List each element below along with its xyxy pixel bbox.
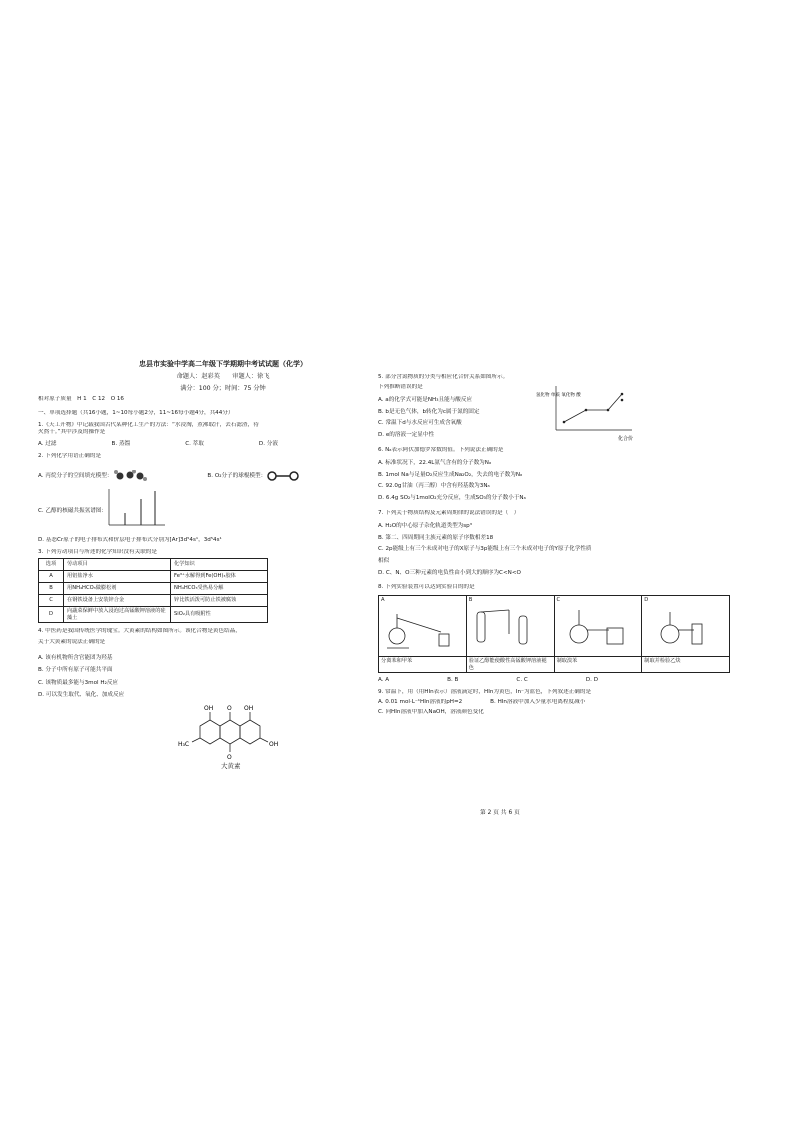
q8-cell-b bbox=[466, 596, 554, 657]
q8-caption-row bbox=[379, 657, 730, 673]
q5-option-a: A. a的化学式可能是NH₃且能与酸反应 bbox=[378, 396, 473, 403]
nitrogen-valence-chart bbox=[536, 382, 646, 444]
q8-caption-b: 验证乙醇能使酸性高锰酸钾溶液褪色 bbox=[466, 657, 554, 673]
q6-options bbox=[378, 458, 760, 505]
q6-option-a: A. 标准状况下，22.4L氨气含有的分子数为Nₐ bbox=[378, 459, 492, 466]
q6-option-b: B. 1mol Na与足量O₂反应生成Na₂O₂，失去的电子数为Nₐ bbox=[378, 471, 523, 478]
q4-stem-line1: 4. 中医药是我国传统医学的瑰宝。大黄素的结构如图所示。该化合物是黄色结晶， bbox=[38, 628, 241, 635]
q3-header-row bbox=[39, 559, 268, 571]
q3-stem: 3. 下列劳动项目与所述的化学知识没有关联的是 bbox=[38, 549, 157, 556]
propane-model-icon bbox=[112, 470, 152, 482]
o2-ballstick-icon bbox=[266, 471, 300, 481]
q3-cell: C bbox=[39, 595, 64, 607]
q8-option-c: C. C bbox=[516, 677, 528, 684]
question-8 bbox=[378, 584, 760, 684]
q3-cell: SiO₂具有吸附性 bbox=[171, 607, 268, 623]
q5-stem-line2: 下列推断错误的是 bbox=[378, 383, 423, 390]
q4-option-c: C. 该物质最多能与3mol H₂反应 bbox=[38, 679, 119, 686]
left-column bbox=[38, 360, 368, 770]
q2-row-c bbox=[38, 487, 368, 531]
q3-cell: D bbox=[39, 607, 64, 623]
q8-label-a: A bbox=[381, 597, 385, 604]
table-row bbox=[39, 607, 268, 623]
q5-stem-line1: 5. 部分含氮物质的分类与相应化合价关系如图所示。 bbox=[378, 374, 509, 380]
acetylene-apparatus-icon bbox=[644, 604, 724, 652]
q8-option-a: A. A bbox=[378, 677, 390, 684]
q8-caption-a: 分离苯和甲苯 bbox=[379, 657, 467, 673]
q3-cell: 用NH₄HCO₃做膨松剂 bbox=[64, 583, 171, 595]
q7-option-d: D. C、N、O三种元素的电负性由小到大的顺序为C<N<O bbox=[378, 569, 521, 576]
q1-options bbox=[38, 441, 278, 448]
q8-option-b: B. B bbox=[447, 677, 459, 684]
q8-caption-d: 制取并检验乙炔 bbox=[642, 657, 730, 673]
q3-cell: 锌比铁活泼可防止铁被腐蚀 bbox=[171, 595, 268, 607]
page-footer: 第 2 页 共 6 页 bbox=[480, 810, 520, 816]
distillation-apparatus-icon bbox=[381, 604, 461, 652]
q1-stem-line2: 火熬干。”其中涉及的操作是 bbox=[38, 429, 106, 436]
q8-options bbox=[378, 677, 598, 684]
table-row bbox=[39, 595, 268, 607]
q2-option-c: C. 乙醇的核磁共振氢谱图： bbox=[38, 508, 107, 515]
emodin-label: 大黄素 bbox=[221, 762, 241, 770]
q1-option-b: B. 蒸馏 bbox=[111, 441, 131, 448]
emodin-oh-2: OH bbox=[244, 705, 254, 712]
q5-option-b: B. b是无色气体，b转化为c属于氮的固定 bbox=[378, 408, 480, 415]
q8-stem: 8. 下列实验装置可以达到实验目的的是 bbox=[378, 584, 475, 591]
emodin-oh-1: OH bbox=[204, 705, 214, 712]
test-tube-apparatus-icon bbox=[469, 604, 549, 652]
q6-option-d: D. 6.4g SO₂与1molO₂充分反应，生成SO₃的分子数小于Nₐ bbox=[378, 495, 526, 502]
q4-option-d: D. 可以发生取代、氧化、加成反应 bbox=[38, 691, 125, 698]
q2-stem: 2. 下列化学用语正确的是 bbox=[38, 453, 102, 460]
q4-option-a: A. 该有机物所含官能团为羟基 bbox=[38, 655, 113, 662]
q8-label-b: B bbox=[468, 597, 473, 604]
q7-stem: 7. 下列关于物质结构及元素周期律的说法错误的是（ ） bbox=[378, 509, 520, 516]
question-6 bbox=[378, 447, 760, 505]
table-row bbox=[39, 571, 268, 583]
q8-apparatus-table bbox=[378, 595, 730, 673]
q7-option-c: C. 2p能级上有三个未成对电子的X原子与3p能级上有三个未成对电子的Y原子化学性质 bbox=[378, 546, 592, 553]
q6-option-c: C. 92.0g甘油（丙三醇）中含有羟基数为3Nₐ bbox=[378, 483, 490, 490]
q2-option-a: A. 丙烷分子的空间填充模型： bbox=[38, 472, 113, 479]
emodin-o-bottom: O bbox=[227, 754, 232, 761]
q9-option-ab: A. 0.01 mol·L⁻¹HIn溶液的pH=2 B. HIn溶液中加入少量水电离程度减小 bbox=[378, 699, 586, 706]
q8-cell-a bbox=[379, 596, 467, 657]
q5-option-d: D. e的溶液一定显中性 bbox=[378, 432, 435, 439]
q2-option-d: D. 基态Cr原子的电子排布式和价层电子排布式分别为[Ar]3d⁵4s¹，3d⁵4s¹ bbox=[38, 537, 222, 544]
emodin-structure bbox=[178, 696, 288, 766]
q8-cell-d bbox=[642, 596, 730, 657]
right-column bbox=[378, 360, 760, 716]
emodin-ch3: H₃C bbox=[178, 741, 190, 748]
q3-cell: 向蔬菜保鲜中放入浸泡过高锰酸钾溶液的硅藻土 bbox=[64, 607, 171, 623]
q3-cell: B bbox=[39, 583, 64, 595]
q8-cell-c bbox=[554, 596, 642, 657]
question-4 bbox=[38, 628, 368, 701]
atomic-mass: 相对原子质量 H 1 C 12 O 16 bbox=[38, 396, 124, 403]
q3-header-labor: 劳动项目 bbox=[64, 559, 171, 571]
q3-cell: 在钢铁设备上安装锌合金 bbox=[64, 595, 171, 607]
q2-option-b: B. O₂分子的球棍模型： bbox=[207, 472, 267, 479]
question-7 bbox=[378, 510, 760, 580]
q3-cell: 用铝盐净水 bbox=[64, 571, 171, 583]
q7-option-a: A. H₂O的中心原子杂化轨道类型为sp³ bbox=[378, 522, 472, 529]
question-9 bbox=[378, 689, 760, 716]
q4-option-b: B. 分子中所有原子可能共平面 bbox=[38, 667, 113, 674]
table-row bbox=[39, 583, 268, 595]
q7-option-c-cont: 相似 bbox=[378, 558, 390, 565]
q6-stem: 6. Nₐ表示阿伏加德罗常数的值。下列说法正确的是 bbox=[378, 446, 504, 453]
q3-header-chem: 化学知识 bbox=[171, 559, 268, 571]
q7-options bbox=[378, 521, 760, 580]
q8-label-c: C bbox=[556, 597, 561, 604]
bromobenzene-apparatus-icon bbox=[557, 604, 637, 652]
q5-option-c: C. 常温下d与水反应可生成含氧酸 bbox=[378, 420, 462, 427]
exam-authors: 命题人：赵彩英 审题人：徐飞 bbox=[176, 372, 270, 380]
q3-cell: A bbox=[39, 571, 64, 583]
section-heading: 一、单项选择题（共16小题，1~10每小题2分，11~16每小题4分，共44分） bbox=[38, 410, 234, 417]
exam-scoring: 满分：100 分；时间：75 分钟 bbox=[180, 384, 266, 392]
q1-stem-line1: 1.《天工开物》中记载我国古代某种化工生产的方法：“水浸淘，煮沸取汁，去石滤渣，待 bbox=[38, 422, 259, 429]
q1-option-c: C. 萃取 bbox=[185, 441, 204, 448]
q4-options bbox=[38, 652, 368, 701]
q2-row-ab bbox=[38, 469, 368, 483]
emodin-oh-3: OH bbox=[269, 741, 279, 748]
chart-x-label: 化合价 bbox=[618, 436, 634, 442]
q9-stem: 9. 常温下，用（用HIn表示）溶液滴定时，HIn为黄色，In⁻为蓝色，下列叙述正确的是 bbox=[378, 689, 592, 696]
question-2 bbox=[38, 453, 368, 544]
q3-cell: NH₄HCO₃受热易分解 bbox=[171, 583, 268, 595]
emodin-o-top: O bbox=[227, 705, 232, 712]
q8-caption-c: 制取溴苯 bbox=[554, 657, 642, 673]
q1-option-a: A. 过滤 bbox=[38, 441, 57, 448]
q8-option-d: D. D bbox=[585, 677, 598, 684]
exam-page bbox=[38, 360, 760, 820]
nmr-spectrum-chart bbox=[107, 487, 167, 531]
q4-stem-line2: 关于大黄素的说法正确的是 bbox=[38, 639, 106, 646]
q3-cell: Fe³⁺水解得到Fe(OH)₃胶体 bbox=[171, 571, 268, 583]
q8-label-d: D bbox=[644, 597, 649, 604]
chart-y-label: 氢化物 单质 氧化物 酸 bbox=[536, 393, 581, 398]
q9-option-c: C. 向HIn溶液中加入NaOH，溶液颜色变化 bbox=[378, 709, 484, 716]
question-1 bbox=[38, 422, 368, 448]
q3-table bbox=[38, 558, 268, 623]
q1-option-d: D. 分液 bbox=[258, 441, 278, 448]
exam-title: 忠县市实验中学高二年级下学期期中考试试题（化学） bbox=[139, 360, 307, 368]
q8-figure-row bbox=[379, 596, 730, 657]
q7-option-b: B. 第二、四周期同主族元素的原子序数相差18 bbox=[378, 534, 494, 541]
q3-header-option: 选项 bbox=[39, 559, 64, 571]
question-3 bbox=[38, 549, 368, 623]
